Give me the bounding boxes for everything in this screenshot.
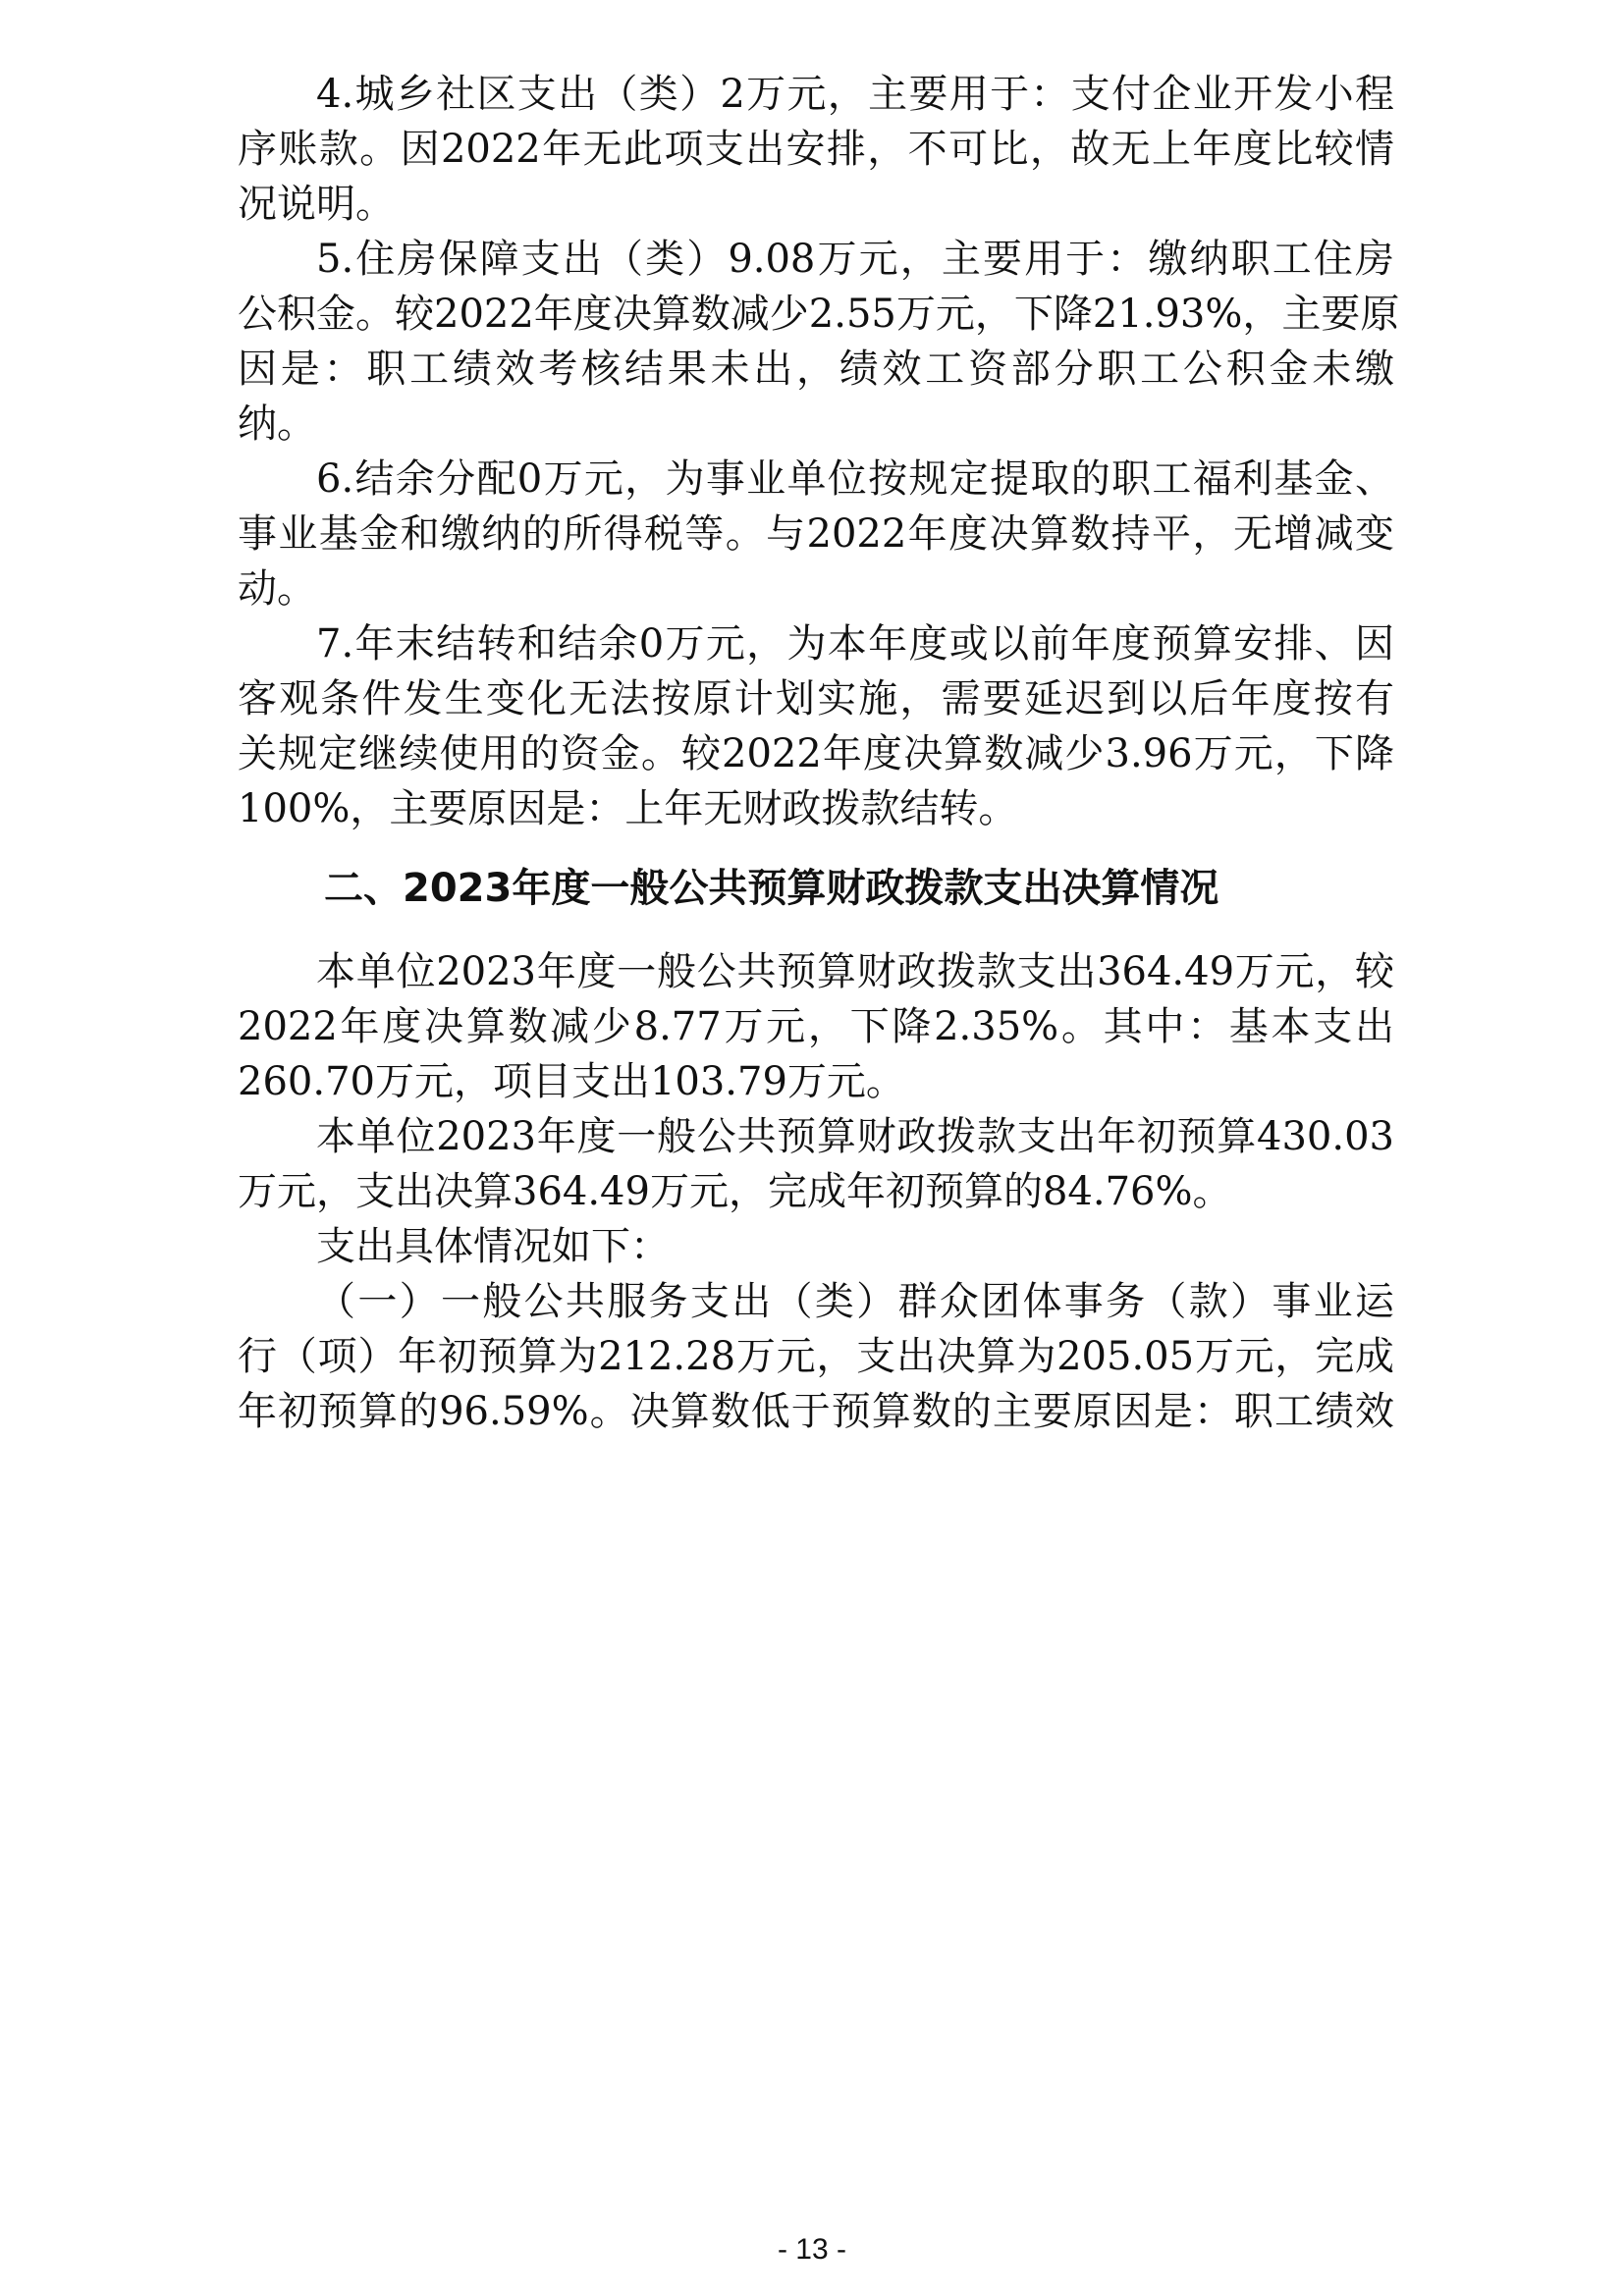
section-heading: 二、2023年度一般公共预算财政拨款支出决算情况 (324, 866, 1219, 911)
paragraph-line: 支出具体情况如下： (316, 1224, 670, 1269)
paragraph-line: 本单位2023年度一般公共预算财政拨款支出年初预算430.03 (316, 1114, 1394, 1159)
paragraph-line: 序账款。因2022年无此项支出安排，不可比，故无上年度比较情 (238, 127, 1394, 172)
paragraph-line: 5.住房保障支出（类）9.08万元，主要用于：缴纳职工住房 (316, 237, 1394, 282)
paragraph-line: 公积金。较2022年度决算数减少2.55万元，下降21.93%，主要原 (238, 292, 1400, 337)
paragraph-line: 2022年度决算数减少8.77万元，下降2.35%。其中：基本支出 (238, 1004, 1394, 1049)
paragraph-line: 事业基金和缴纳的所得税等。与2022年度决算数持平，无增减变 (238, 511, 1394, 557)
paragraph-line: （一）一般公共服务支出（类）群众团体事务（款）事业运 (316, 1279, 1394, 1324)
paragraph-line: 况说明。 (238, 182, 395, 227)
paragraph-line: 因是：职工绩效考核结果未出，绩效工资部分职工公积金未缴 (238, 347, 1394, 392)
paragraph-line: 客观条件发生变化无法按原计划实施，需要延迟到以后年度按有 (238, 676, 1394, 721)
paragraph-line: 关规定继续使用的资金。较2022年度决算数减少3.96万元，下降 (238, 731, 1394, 776)
paragraph-line: 4.城乡社区支出（类）2万元，主要用于：支付企业开发小程 (316, 72, 1394, 117)
page-number: - 13 - (777, 2233, 847, 2266)
paragraph-line: 260.70万元，项目支出103.79万元。 (238, 1059, 905, 1104)
paragraph-line: 本单位2023年度一般公共预算财政拨款支出364.49万元，较 (316, 949, 1394, 994)
paragraph-line: 6.结余分配0万元，为事业单位按规定提取的职工福利基金、 (316, 456, 1394, 502)
paragraph-line: 动。 (238, 566, 316, 612)
paragraph-line: 行（项）年初预算为212.28万元，支出决算为205.05万元，完成 (238, 1334, 1394, 1379)
paragraph-line: 100%，主要原因是：上年无财政拨款结转。 (238, 786, 1018, 831)
paragraph-line: 万元，支出决算364.49万元，完成年初预算的84.76%。 (238, 1169, 1232, 1214)
paragraph-line: 7.年末结转和结余0万元，为本年度或以前年度预算安排、因 (316, 621, 1394, 667)
paragraph-line: 年初预算的96.59%。决算数低于预算数的主要原因是：职工绩效 (238, 1389, 1394, 1434)
paragraph-line: 纳。 (238, 401, 316, 447)
